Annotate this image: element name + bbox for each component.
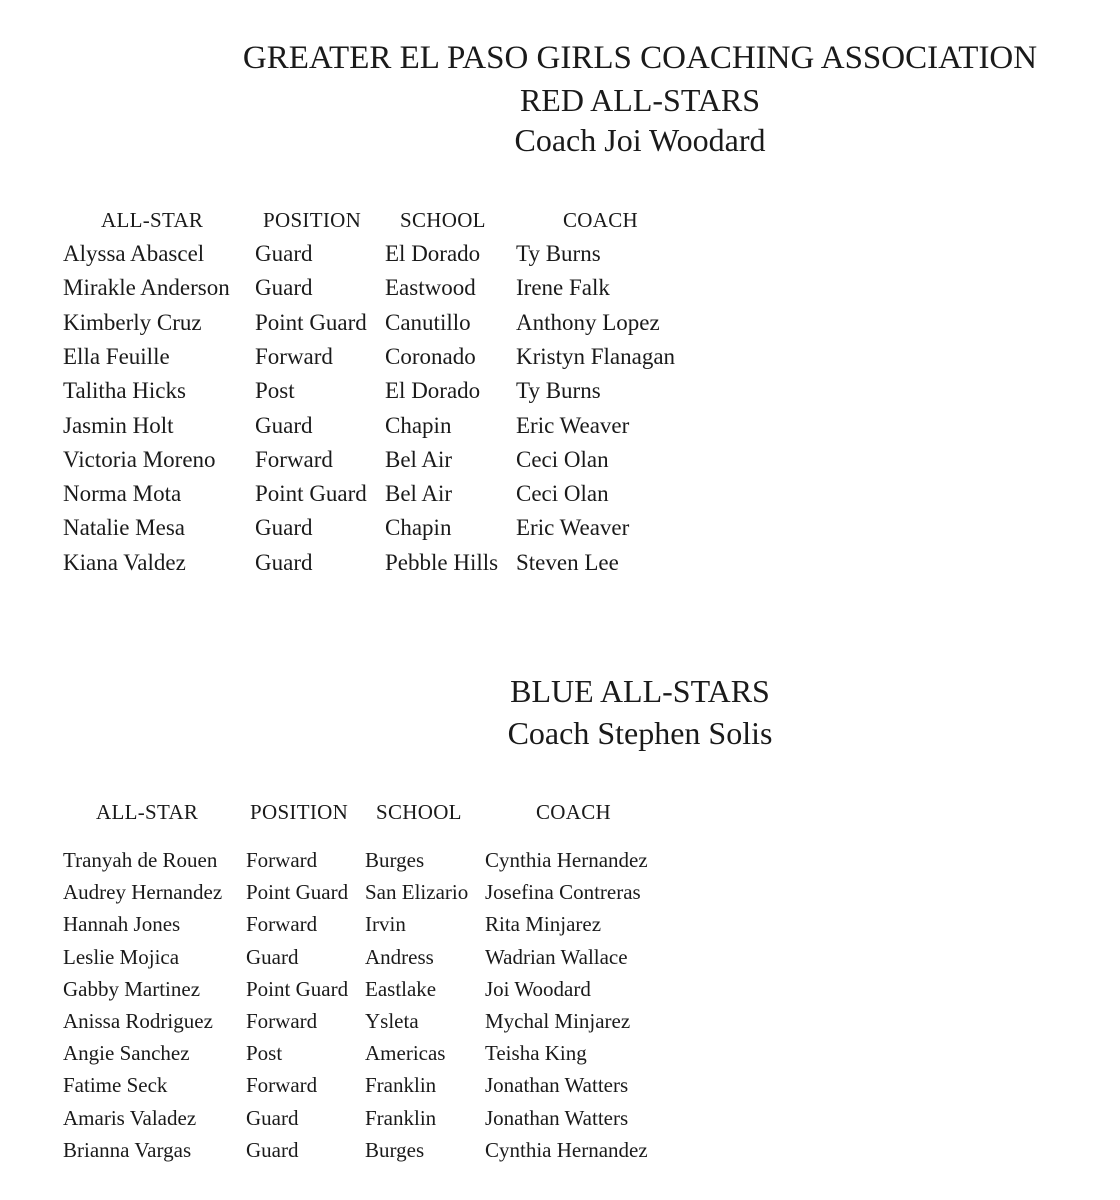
school: Burges xyxy=(365,848,425,872)
coach-name: Kristyn Flanagan xyxy=(516,343,676,369)
position: Guard xyxy=(255,275,313,301)
school: Ysleta xyxy=(365,1009,419,1033)
red-team-title: RED ALL-STARS xyxy=(519,82,761,118)
coach-name: Irene Falk xyxy=(516,275,610,301)
coach-name: Ty Burns xyxy=(516,241,601,266)
coach-name: Teisha King xyxy=(485,1041,587,1066)
all-star-name: Kiana Valdez xyxy=(63,549,186,575)
school: Bel Air xyxy=(385,446,453,472)
column-header: COACH xyxy=(563,208,639,232)
position: Forward xyxy=(246,1073,318,1098)
position: Forward xyxy=(246,1009,318,1033)
all-star-name: Norma Mota xyxy=(63,481,182,507)
all-star-name: Mirakle Anderson xyxy=(63,275,230,301)
all-star-name: Alyssa Abascel xyxy=(63,241,205,266)
coach-name: Wadrian Wallace xyxy=(485,944,628,969)
position: Guard xyxy=(246,1137,299,1162)
all-star-name: Victoria Moreno xyxy=(63,446,216,472)
coach-name: Jonathan Watters xyxy=(485,1105,629,1130)
position: Point Guard xyxy=(246,976,349,1001)
school: Eastwood xyxy=(385,275,476,301)
document-title: GREATER EL PASO GIRLS COACHING ASSOCIATION xyxy=(242,40,1038,76)
coach-name: Mychal Minjarez xyxy=(485,1009,631,1033)
position: Guard xyxy=(255,515,313,541)
position: Forward xyxy=(255,343,333,369)
all-star-name: Brianna Vargas xyxy=(63,1137,192,1162)
school: El Dorado xyxy=(385,241,481,266)
column-header: ALL-STAR xyxy=(96,800,199,824)
school: Americas xyxy=(365,1041,446,1066)
position: Guard xyxy=(246,1105,299,1130)
coach-name: Rita Minjarez xyxy=(485,912,602,937)
school: Irvin xyxy=(365,912,406,937)
all-star-name: Hannah Jones xyxy=(63,912,181,937)
position: Point Guard xyxy=(255,309,367,335)
school: Bel Air xyxy=(385,481,453,507)
all-star-name: Fatime Seck xyxy=(63,1073,168,1098)
school: Pebble Hills xyxy=(385,549,499,575)
position: Point Guard xyxy=(255,481,367,507)
coach-name: Josefina Contreras xyxy=(485,880,641,905)
all-star-name: Jasmin Holt xyxy=(63,412,174,438)
blue-team-title: BLUE ALL-STARS xyxy=(510,673,770,709)
school: Franklin xyxy=(365,1073,437,1098)
all-star-name: Leslie Mojica xyxy=(63,944,180,969)
position: Guard xyxy=(255,241,313,266)
column-header: POSITION xyxy=(250,800,349,824)
school: Coronado xyxy=(385,343,476,369)
school: Franklin xyxy=(365,1105,437,1130)
coach-name: Steven Lee xyxy=(516,549,619,575)
coach-name: Joi Woodard xyxy=(485,976,591,1001)
coach-name: Ceci Olan xyxy=(516,481,609,507)
coach-name: Ty Burns xyxy=(516,378,601,404)
all-star-name: Natalie Mesa xyxy=(63,515,185,541)
school: Chapin xyxy=(385,412,452,438)
position: Post xyxy=(255,378,295,404)
all-star-name: Amaris Valadez xyxy=(63,1105,197,1130)
all-star-name: Ella Feuille xyxy=(63,343,170,369)
coach-name: Cynthia Hernandez xyxy=(485,1137,648,1162)
coach-name: Anthony Lopez xyxy=(516,309,660,335)
blue-team-coach: Coach Stephen Solis xyxy=(507,715,773,751)
coach-name: Eric Weaver xyxy=(516,515,630,541)
school: San Elizario xyxy=(365,880,469,905)
all-star-name: Talitha Hicks xyxy=(63,378,186,404)
school: Chapin xyxy=(385,515,452,541)
coach-name: Jonathan Watters xyxy=(485,1073,629,1098)
all-star-name: Audrey Hernandez xyxy=(63,880,223,905)
position: Guard xyxy=(246,944,299,969)
coach-name: Cynthia Hernandez xyxy=(485,848,648,872)
all-star-name: Kimberly Cruz xyxy=(63,309,202,335)
position: Guard xyxy=(255,549,313,575)
column-header: SCHOOL xyxy=(400,208,486,232)
all-star-name: Gabby Martinez xyxy=(63,976,201,1001)
school: Canutillo xyxy=(385,309,471,335)
column-header: SCHOOL xyxy=(376,800,462,824)
all-star-name: Tranyah de Rouen xyxy=(63,848,218,872)
school: El Dorado xyxy=(385,378,481,404)
position: Forward xyxy=(246,848,318,872)
position: Forward xyxy=(246,912,318,937)
red-team-coach: Coach Joi Woodard xyxy=(514,122,766,158)
position: Guard xyxy=(255,412,313,438)
position: Forward xyxy=(255,446,333,472)
position: Point Guard xyxy=(246,880,349,905)
coach-name: Eric Weaver xyxy=(516,412,630,438)
school: Burges xyxy=(365,1137,425,1162)
column-header: ALL-STAR xyxy=(101,208,204,232)
school: Eastlake xyxy=(365,976,437,1001)
coach-name: Ceci Olan xyxy=(516,446,609,472)
position: Post xyxy=(246,1041,283,1066)
all-star-name: Anissa Rodriguez xyxy=(63,1009,213,1033)
column-header: POSITION xyxy=(263,208,362,232)
all-star-name: Angie Sanchez xyxy=(63,1041,190,1066)
school: Andress xyxy=(365,944,434,969)
column-header: COACH xyxy=(536,800,612,824)
